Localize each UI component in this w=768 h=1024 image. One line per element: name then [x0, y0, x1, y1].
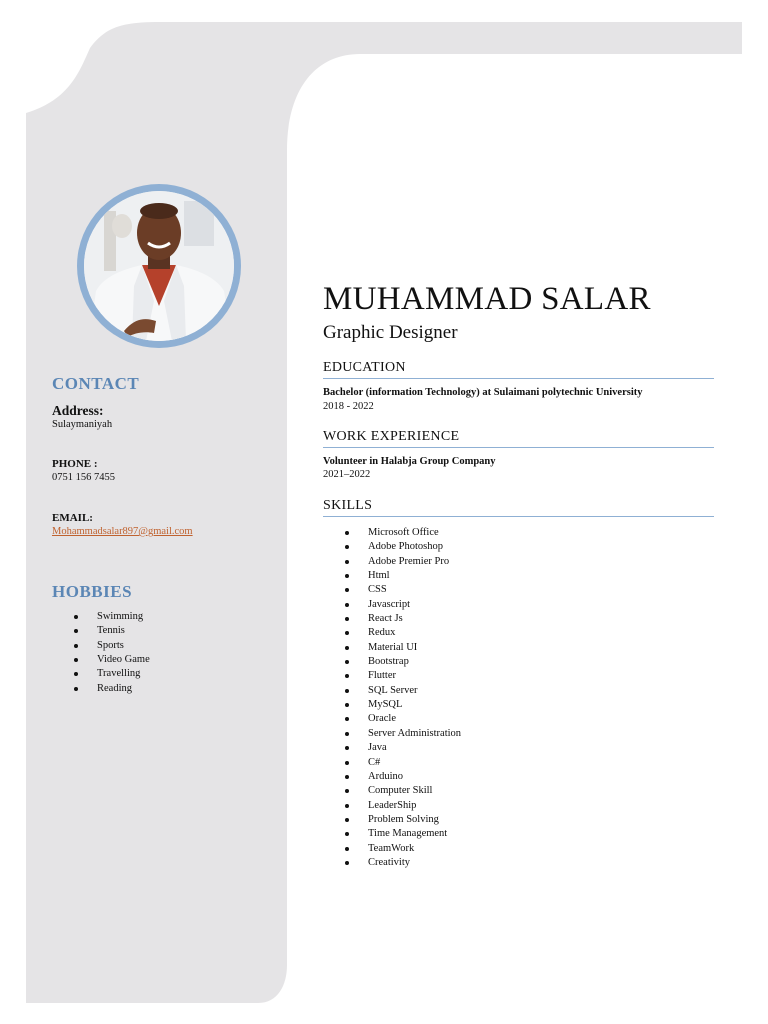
- address-value: Sulaymaniyah: [52, 419, 113, 430]
- skill-item: React Js: [331, 612, 461, 626]
- email-link[interactable]: Mohammadsalar897@gmail.com: [52, 526, 193, 537]
- hobby-item: Tennis: [60, 624, 150, 638]
- skill-item: Flutter: [331, 669, 461, 683]
- skill-item: Redux: [331, 626, 461, 640]
- hobby-item: Sports: [60, 639, 150, 653]
- phone-value: 0751 156 7455: [52, 472, 115, 483]
- profile-photo: [84, 191, 234, 341]
- skill-item: Oracle: [331, 712, 461, 726]
- contact-heading: CONTACT: [52, 374, 140, 393]
- skill-item: Arduino: [331, 770, 461, 784]
- skill-item: Server Administration: [331, 727, 461, 741]
- skill-item: Adobe Photoshop: [331, 540, 461, 554]
- person-illustration: [84, 191, 234, 341]
- skills-heading: SKILLS: [323, 498, 714, 517]
- skill-item: Bootstrap: [331, 655, 461, 669]
- email-label: EMAIL:: [52, 512, 93, 524]
- education-degree: Bachelor (information Technology) at Sulaimani polytechnic University: [323, 387, 643, 398]
- skill-item: Problem Solving: [331, 813, 461, 827]
- skill-item: Html: [331, 569, 461, 583]
- hobby-list: [60, 610, 150, 696]
- phone-label: PHONE :: [52, 458, 98, 470]
- skill-item: Microsoft Office: [331, 526, 461, 540]
- experience-role: Volunteer in Halabja Group Company: [323, 456, 496, 467]
- skill-list: [331, 526, 461, 870]
- experience-heading: WORK EXPERIENCE: [323, 429, 714, 448]
- skill-item: Time Management: [331, 827, 461, 841]
- skill-item: MySQL: [331, 698, 461, 712]
- skill-item: Javascript: [331, 598, 461, 612]
- skill-item: Creativity: [331, 856, 461, 870]
- education-years: 2018 - 2022: [323, 401, 374, 412]
- profile-photo-frame: [77, 184, 241, 348]
- skill-item: C#: [331, 756, 461, 770]
- skill-item: TeamWork: [331, 842, 461, 856]
- hobbies-heading: HOBBIES: [52, 582, 133, 601]
- skill-item: CSS: [331, 583, 461, 597]
- address-label: Address:: [52, 403, 104, 418]
- skill-item: SQL Server: [331, 684, 461, 698]
- candidate-name: MUHAMMAD SALAR: [323, 281, 651, 317]
- skill-item: Adobe Premier Pro: [331, 555, 461, 569]
- skill-item: Material UI: [331, 641, 461, 655]
- skill-item: LeaderShip: [331, 799, 461, 813]
- hobby-item: Reading: [60, 682, 150, 696]
- email-value[interactable]: [52, 526, 193, 537]
- experience-years: 2021–2022: [323, 469, 371, 480]
- skill-item: Computer Skill: [331, 784, 461, 798]
- hobby-item: Travelling: [60, 667, 150, 681]
- hobby-item: Swimming: [60, 610, 150, 624]
- candidate-title: Graphic Designer: [323, 322, 458, 343]
- education-heading: EDUCATION: [323, 360, 714, 379]
- skill-item: Java: [331, 741, 461, 755]
- hobby-item: Video Game: [60, 653, 150, 667]
